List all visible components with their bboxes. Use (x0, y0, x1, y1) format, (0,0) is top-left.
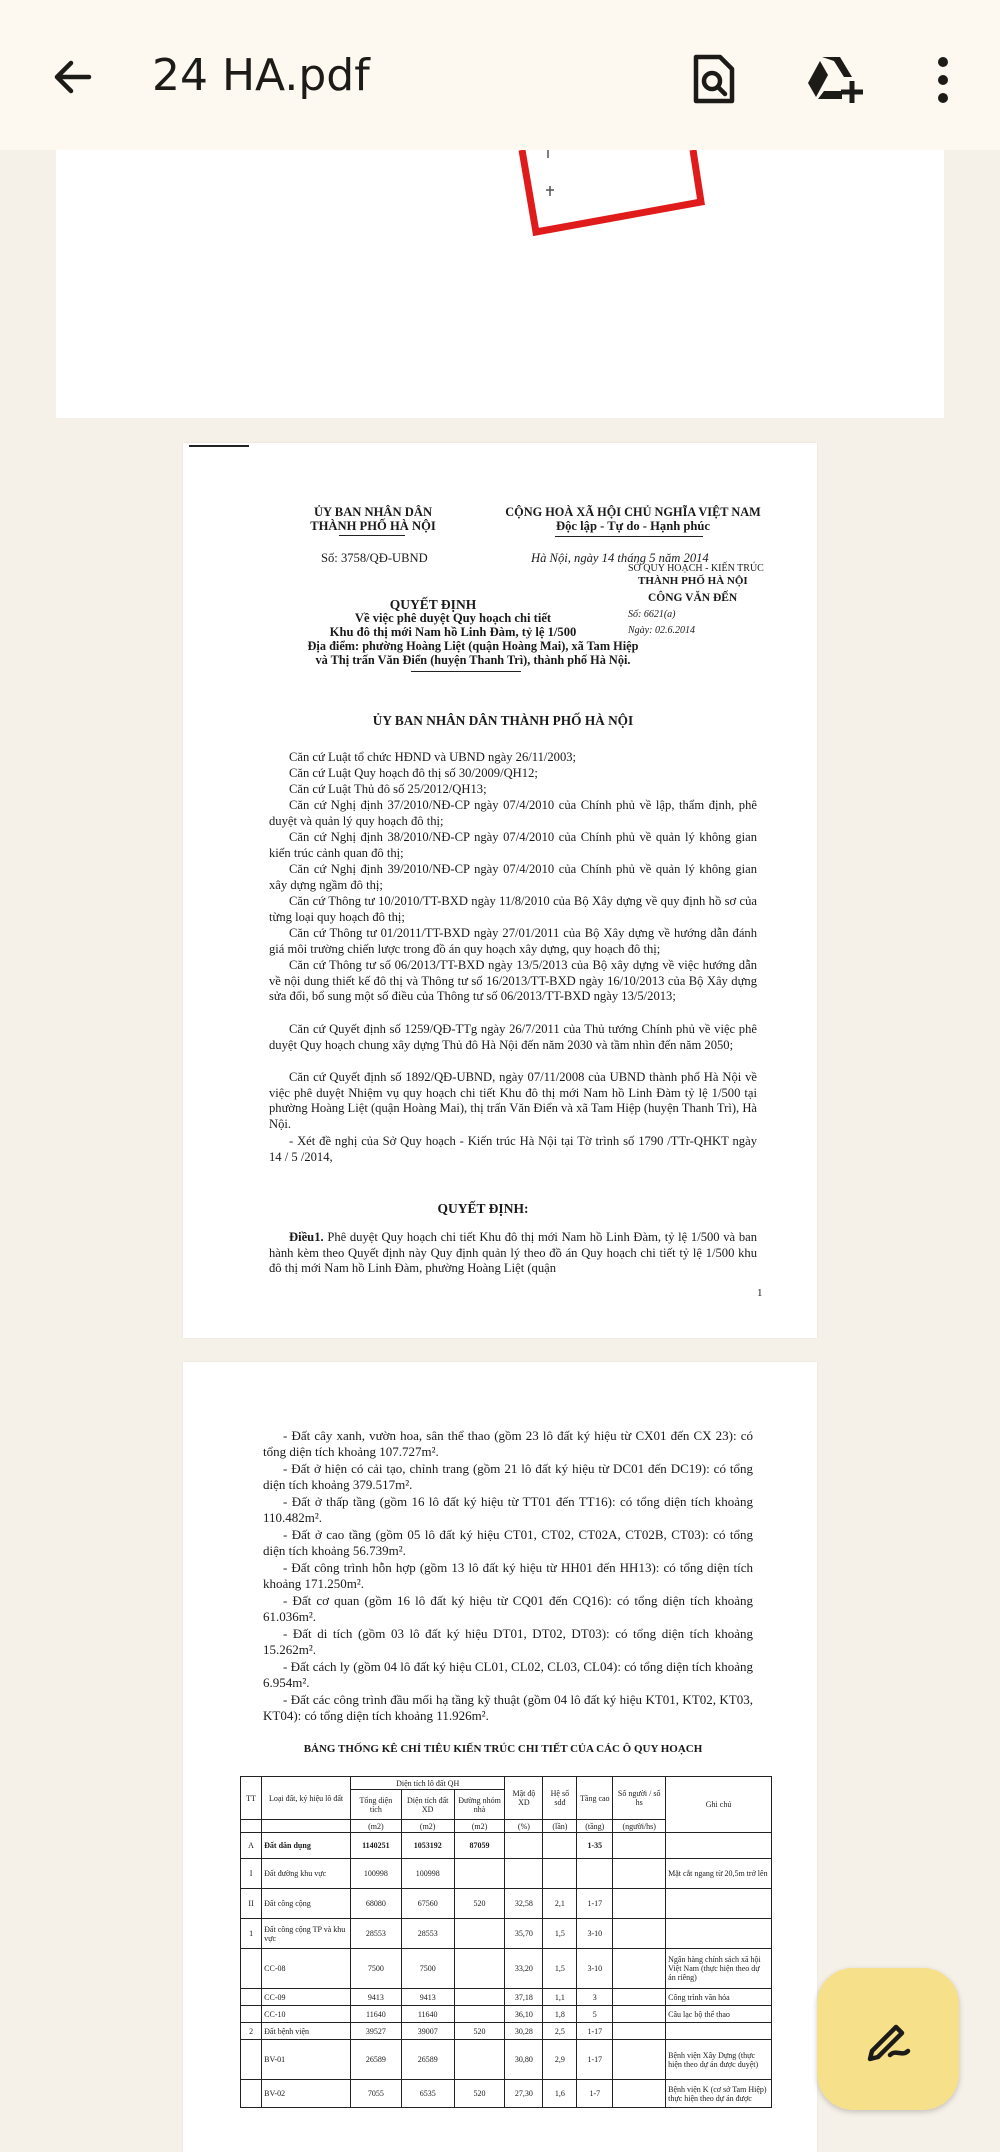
table-row (241, 1833, 772, 1859)
table-cell-type: CC-10 (262, 2006, 351, 2023)
table-cell-tt (241, 2040, 262, 2080)
table-cell-type: Đất đường khu vực (262, 1859, 351, 1889)
table-cell-density: 30,80 (505, 2040, 543, 2080)
legal-basis-2: Căn cứ Luật Quy hoạch đô thị số 30/2009/QH12; (289, 766, 538, 780)
table-cell-note (666, 2023, 772, 2040)
table-cell-floors: 3-10 (577, 1949, 613, 1989)
left-header-1: ỦY BAN NHÂN DÂN (313, 505, 433, 519)
land-item-3: - Đất ở thấp tầng (gồm 16 lô đất ký hiệu từ TT01 đến TT16): có tổng diện tích khoảng 110.482m². (263, 1494, 753, 1526)
table-cell-road: 520 (454, 2023, 505, 2040)
table-cell-floors: 3 (577, 1989, 613, 2006)
right-header-2: Độc lập - Tự do - Hạnh phúc (556, 519, 710, 533)
table-cell-total: 39527 (350, 2023, 401, 2040)
table-cell-built: 1053192 (401, 1833, 454, 1859)
subject-line-3: Địa điểm: phường Hoàng Liệt (quận Hoàng Mai), xã Tam Hiệp (307, 639, 639, 653)
header-land-type: Loại đất, ký hiệu lô đất (262, 1777, 351, 1820)
table-row (241, 1989, 772, 2006)
land-item-8: - Đất cách ly (gồm 04 lô đất ký hiệu CL01, CL02, CL03, CL04): có tổng diện tích khoảng 6.954m². (263, 1659, 753, 1691)
table-cell-people (613, 2023, 666, 2040)
table-row (241, 1949, 772, 1989)
table-cell-road (454, 1989, 505, 2006)
table-cell-note: Câu lạc bộ thể thao (666, 2006, 772, 2023)
header-density: Mật độ XD (505, 1777, 543, 1820)
table-cell-ratio: 1,5 (543, 1949, 577, 1989)
table-cell-density (505, 1859, 543, 1889)
table-cell-density (505, 1833, 543, 1859)
table-cell-note: Bệnh viện Xây Dựng (thực hiện theo dự án được duyệt) (666, 2040, 772, 2080)
add-to-drive-icon (804, 53, 866, 107)
table-row (241, 2006, 772, 2023)
table-cell-total: 1140251 (350, 1833, 401, 1859)
table-cell-ratio: 1,1 (543, 1989, 577, 2006)
table-cell-note (666, 1919, 772, 1949)
table-cell-density: 32,58 (505, 1889, 543, 1919)
legal-basis-8: Căn cứ Thông tư 01/2011/TT-BXD ngày 27/01/2011 của Bộ Xây dựng về hướng dẫn đánh giá môi trường chiến lược trong đồ án quy hoạch xây dựng, quy hoạch đô thị; (269, 926, 757, 956)
table-cell-total: 100998 (350, 1859, 401, 1889)
document-date: Hà Nội, ngày 14 tháng 5 năm 2014 (531, 551, 709, 565)
table-cell-type: Đất công cộng (262, 1889, 351, 1919)
legal-basis-6: Căn cứ Nghị định 39/2010/NĐ-CP ngày 07/4/2010 của Chính phủ về quản lý không gian xây dựng ngầm đô thị; (269, 862, 757, 892)
table-cell-road (454, 1949, 505, 1989)
table-cell-people (613, 1859, 666, 1889)
table-cell-density: 30,28 (505, 2023, 543, 2040)
table-cell-built: 100998 (401, 1859, 454, 1889)
table-cell-people (613, 1889, 666, 1919)
table-row (241, 2040, 772, 2080)
header-road-area: Đường nhóm nhà (454, 1790, 505, 1820)
add-to-drive-button[interactable] (800, 45, 870, 115)
table-cell-type: BV-02 (262, 2080, 351, 2108)
decision-heading: QUYẾT ĐỊNH: (437, 1201, 529, 1216)
table-cell-density: 27,30 (505, 2080, 543, 2108)
table-cell-note (666, 1889, 772, 1919)
land-item-4: - Đất ở cao tầng (gồm 05 lô đất ký hiệu CT01, CT02, CT02A, CT02B, CT03): có tổng diện tích khoảng 56.739m². (263, 1527, 753, 1559)
table-cell-road: 87059 (454, 1833, 505, 1859)
table-cell-built: 6535 (401, 2080, 454, 2108)
table-cell-ratio: 1,6 (543, 2080, 577, 2108)
table-cell-built: 9413 (401, 1989, 454, 2006)
table-row (241, 1859, 772, 1889)
table-cell-people (613, 1833, 666, 1859)
table-cell-note: Mặt cắt ngang từ 20,5m trở lên (666, 1859, 772, 1889)
table-row (241, 1889, 772, 1919)
table-cell-ratio (543, 1859, 577, 1889)
legal-basis-3: Căn cứ Luật Thủ đô số 25/2012/QH13; (289, 782, 487, 796)
table-cell-density: 36,10 (505, 2006, 543, 2023)
land-item-6: - Đất cơ quan (gồm 16 lô đất ký hiệu từ CQ01 đến CQ16): có tổng diện tích khoảng 61.036m². (263, 1593, 753, 1625)
table-cell-built: 39007 (401, 2023, 454, 2040)
find-in-page-button[interactable] (678, 45, 748, 115)
table-row (241, 1919, 772, 1949)
land-item-2: - Đất ở hiện có cải tạo, chỉnh trang (gồm 21 lô đất ký hiệu từ DC01 đến DC19): có tổng diện tích khoảng 379.517m². (263, 1461, 753, 1493)
table-cell-built: 7500 (401, 1949, 454, 1989)
table-cell-people (613, 1989, 666, 2006)
legal-basis-1: Căn cứ Luật tổ chức HĐND và UBND ngày 26/11/2003; (289, 750, 577, 764)
table-cell-total: 7500 (350, 1949, 401, 1989)
legal-basis-10: Căn cứ Quyết định số 1259/QĐ-TTg ngày 26/7/2011 của Thủ tướng Chính phủ về việc phê duyệt Quy hoạch chung xây dựng Thủ đô Hà Nội đến năm 2030 và tầm nhìn đến năm 2050; (269, 1022, 757, 1052)
table-title: BẢNG THỐNG KÊ CHỈ TIÊU KIẾN TRÚC CHI TIẾT CỦA CÁC Ô QUY HOẠCH (303, 1743, 703, 1755)
table-cell-floors (577, 1859, 613, 1889)
table-cell-built: 26589 (401, 2040, 454, 2080)
subject-line-4: và Thị trấn Văn Điển (huyện Thanh Trì), thành phố Hà Nội. (315, 653, 631, 667)
edit-pen-icon (860, 2011, 916, 2067)
table-cell-note: Bệnh viện K (cơ sở Tam Hiệp) thực hiện theo dự án được (666, 2080, 772, 2108)
table-cell-road: 520 (454, 2080, 505, 2108)
table-cell-total: 9413 (350, 1989, 401, 2006)
legal-basis-4: Căn cứ Nghị định 37/2010/NĐ-CP ngày 07/4/2010 của Chính phủ về lập, thẩm định, phê duyệt và quản lý quy hoạch đô thị; (269, 798, 757, 828)
legal-basis-11: Căn cứ Quyết định số 1892/QĐ-UBND, ngày 07/11/2008 của UBND thành phố Hà Nội về việc phê duyệt Nhiệm vụ quy hoạch chi tiết Khu đô thị mới Nam hồ Linh Đàm tỷ lệ 1/500 tại phường Hoàng Liệt (quận Hoàng Mai), thị trấn Văn Điển và xã Tam Hiệp (huyện Thanh Trì), Hà Nội. (269, 1070, 757, 1131)
pdf-page-previous (56, 150, 944, 418)
table-cell-road (454, 2040, 505, 2080)
table-cell-tt: 1 (241, 1919, 262, 1949)
issuing-authority: ỦY BAN NHÂN DÂN THÀNH PHỐ HÀ NỘI (372, 713, 634, 728)
table-cell-note: Công trình văn hóa (666, 1989, 772, 2006)
table-cell-floors: 1-7 (577, 2080, 613, 2108)
table-cell-density: 37,18 (505, 1989, 543, 2006)
pdf-page-1: ỦY BAN NHÂN DÂN THÀNH PHỐ HÀ NỘI CỘNG HOÀ XÃ HỘI CHỦ NGHĨA VIỆT NAM Độc lập - Tự do - Hạnh phúc Số: 3758/QĐ-UBND Hà Nội, ngày 14 tháng 5 năm 2014 SỞ QUY HOẠCH - KIẾN TRÚC THÀNH PHỐ HÀ NỘI CÔNG VĂN ĐẾN Số: 6621(a) Ngày: 02.6.2014 QUYẾT ĐỊNH Về việc phê duyệt Quy hoạch chi tiết Khu đô thị mới Nam hồ Linh Đàm, tỷ lệ 1/500 Địa điểm: phường Hoàng Liệt (quận Hoàng Mai), xã Tam Hiệp và Thị trấn Văn Điển (huyện Thanh Trì), thành phố Hà Nội. ỦY BAN NHÂN DÂN THÀNH PHỐ HÀ NỘI Căn cứ Luật tổ chức HĐND và UBND ngày 26/11/2003; Căn cứ Luật Quy hoạch đô thị số 30/2009/QH12; Căn cứ Luật Thủ đô số 25/2012/QH13; Căn cứ Nghị định 37/2010/NĐ-CP ngày 07/4/2010 của Chính phủ về lập, thẩm định, phê duyệt và quản lý quy hoạch đô thị; Căn cứ Nghị định 38/2010/NĐ-CP ngày 07/4/2010 của Chính phủ về quản lý không gian kiến trúc cảnh quan đô thị; Căn cứ Nghị định 39/2010/NĐ-CP ngày 07/4/2010 của Chính phủ về quản lý không gian xây dựng ngầm đô thị; Căn cứ Thông tư 10/2010/TT-BXD ngày 11/8/2010 của Bộ Xây dựng về quy định hồ sơ của từng loại quy hoạch đô thị; Căn cứ Thông tư 01/2011/TT-BXD ngày 27/01/2011 của Bộ Xây dựng về hướng dẫn đánh giá môi trường chiến lược trong đồ án quy hoạch xây dựng, quy hoạch đô thị; Căn cứ Thông tư số 06/2013/TT-BXD ngày 13/5/2013 của Bộ xây dựng về việc hướng dẫn về nội dung thiết kế đô thị và Thông tư số 16/2013/TT-BXD ngày 16/10/2013 của Bộ Xây dựng sửa đổi, bổ sung một số điều của Thông tư số 06/2013/TT-BXD ngày 13/5/2013; Căn cứ Quyết định số 1259/QĐ-TTg ngày 26/7/2011 của Thủ tướng Chính phủ về việc phê duyệt Quy hoạch chung xây dựng Thủ đô Hà Nội đến năm 2030 và tầm nhìn đến năm 2050; Căn cứ Quyết định số 1892/QĐ-UBND, ngày 07/11/2008 của UBND thành phố Hà Nội về việc phê duyệt Nhiệm vụ quy hoạch chi tiết Khu đô thị mới Nam hồ Linh Đàm tỷ lệ 1/500 tại phường Hoàng Liệt (quận Hoàng Mai), thị trấn Văn Điển và xã Tam Hiệp (huyện Thanh Trì), Hà Nội. - Xét đề nghị của Sở Quy hoạch - Kiến trúc Hà Nội tại Tờ trình số 1790 /TTr-QHKT ngày 14 / 5 /2014, QUYẾT ĐỊNH: Điều1. Phê duyệt Quy hoạch chi tiết Khu đô thị mới Nam hồ Linh Đàm, tỷ lệ 1/500 và ban hành kèm theo Quyết định này Quy định quản lý theo đồ án Quy hoạch chi tiết tỷ lệ 1/500 khu đô thị mới Nam hồ Linh Đàm, phường Hoàng Liệt (quận 1 (183, 443, 817, 1338)
subject-line-2: Khu đô thị mới Nam hồ Linh Đàm, tỷ lệ 1/500 (329, 625, 577, 639)
page-number: 1 (757, 1287, 763, 1299)
annotate-fab[interactable] (817, 1968, 959, 2110)
table-cell-density: 33,20 (505, 1949, 543, 1989)
table-cell-note: Ngân hàng chính sách xã hội Việt Nam (thực hiện theo dự án riêng) (666, 1949, 772, 1989)
table-cell-floors: 1-17 (577, 2023, 613, 2040)
table-cell-total: 68080 (350, 1889, 401, 1919)
header-floors: Tầng cao (577, 1777, 613, 1820)
land-item-5: - Đất công trình hỗn hợp (gồm 13 lô đất ký hiệu từ HH01 đến HH13): có tổng diện tích khoảng 171.250m². (263, 1560, 753, 1592)
table-cell-tt (241, 2006, 262, 2023)
table-cell-floors: 3-10 (577, 1919, 613, 1949)
table-cell-total: 28553 (350, 1919, 401, 1949)
table-cell-ratio: 2,9 (543, 2040, 577, 2080)
table-row (241, 2080, 772, 2108)
table-cell-type: BV-01 (262, 2040, 351, 2080)
table-cell-floors: 1-17 (577, 1889, 613, 1919)
table-cell-road (454, 1919, 505, 1949)
header-people: Số người / số hs (613, 1777, 666, 1820)
table-cell-floors: 1-17 (577, 2040, 613, 2080)
table-cell-tt: II (241, 1889, 262, 1919)
table-cell-floors: 5 (577, 2006, 613, 2023)
table-cell-people (613, 2006, 666, 2023)
header-note: Ghi chú (666, 1777, 772, 1833)
header-built-area: Diện tích đất XD (401, 1790, 454, 1820)
table-cell-road: 520 (454, 1889, 505, 1919)
header-area-group: Diện tích lô đất QH (350, 1777, 504, 1790)
legal-basis-5: Căn cứ Nghị định 38/2010/NĐ-CP ngày 07/4/2010 của Chính phủ về quản lý không gian kiến trúc cảnh quan đô thị; (269, 830, 757, 860)
table-cell-people (613, 1949, 666, 1989)
find-in-page-icon (688, 53, 738, 107)
table-cell-floors: 1-35 (577, 1833, 613, 1859)
table-cell-ratio (543, 1833, 577, 1859)
top-app-bar (0, 0, 1000, 150)
header-tt: TT (241, 1777, 262, 1820)
table-cell-ratio: 2,1 (543, 1889, 577, 1919)
document-title: 24 HA.pdf (152, 50, 370, 101)
table-cell-note (666, 1833, 772, 1859)
table-cell-road (454, 1859, 505, 1889)
header-total-area: Tổng diện tích (350, 1790, 401, 1820)
table-cell-ratio: 1,8 (543, 2006, 577, 2023)
table-cell-built: 28553 (401, 1919, 454, 1949)
table-cell-type: CC-08 (262, 1949, 351, 1989)
table-cell-type: CC-09 (262, 1989, 351, 2006)
table-cell-built: 67560 (401, 1889, 454, 1919)
land-item-7: - Đất di tích (gồm 03 lô đất ký hiệu DT01, DT02, DT03): có tổng diện tích khoảng 15.262m². (263, 1626, 753, 1658)
table-cell-tt: 2 (241, 2023, 262, 2040)
document-number: Số: 3758/QĐ-UBND (321, 551, 428, 565)
table-cell-tt (241, 1989, 262, 2006)
table-cell-type: Đất công cộng TP và khu vực (262, 1919, 351, 1949)
table-cell-road (454, 2006, 505, 2023)
table-cell-type: Đất bệnh viện (262, 2023, 351, 2040)
land-item-9: - Đất các công trình đầu mối hạ tầng kỹ thuật (gồm 04 lô đất ký hiệu KT01, KT02, KT03, KT04): có tổng diện tích khoảng 11.926m². (263, 1692, 753, 1724)
land-item-1: - Đất cây xanh, vườn hoa, sân thể thao (gồm 23 lô đất ký hiệu từ CX01 đến CX 23): có tổng diện tích khoảng 107.727m². (263, 1428, 753, 1460)
table-cell-ratio: 2,5 (543, 2023, 577, 2040)
statistics-table: TT Loại đất, ký hiệu lô đất Diện tích lô đất QH Mật độ XD Hệ số sdđ Tầng cao Số người / số hs Ghi chú Tổng diện tích Diện tích đất XD Đường nhóm nhà (m2) (m2) (m2) (%) (lần) (tầng) (người/hs) A Đất dân dụng 1140251 1053192 87059 1-35 I Đất đường khu vực 100998 100998 Mặt cắt ngang từ 20,5m trở lên II Đất công cộng 68080 67560 520 32,58 2,1 1-17 1 Đất công cộng TP và khu vực 28553 28553 35,70 1,5 3-10 CC-08 7500 7500 33,20 1,5 3-10 Ngân hàng chính sách xã hội Việt Nam (thực hiện theo dự án riêng) CC-09 9413 9413 37,18 1,1 3 Công trình văn hóa CC-10 11640 11640 36,10 1,8 5 Câu lạc bộ thể thao 2 Đất bệnh viện 39527 39007 520 30,28 2,5 1-17 BV-01 26589 26589 30,80 2,9 1-17 Bệnh viện Xây Dựng (thực hiện theo dự án được duyệt) BV-02 7055 6535 520 27,30 1,6 1-7 Bệnh viện K (cơ sở Tam Hiệp) thực hiện theo dự án được (240, 1776, 772, 2108)
table-cell-ratio: 1,5 (543, 1919, 577, 1949)
table-cell-tt (241, 2080, 262, 2108)
table-cell-built: 11640 (401, 2006, 454, 2023)
header-ratio: Hệ số sdđ (543, 1777, 577, 1820)
legal-basis-9: Căn cứ Thông tư số 06/2013/TT-BXD ngày 13/5/2013 của Bộ xây dựng về việc hướng dẫn về nội dung thiết kế đô thị và Thông tư số 16/2013/TT-BXD ngày 16/10/2013 của Bộ Xây dựng sửa đổi, bổ sung một số điều của Thông tư số 06/2013/TT-BXD ngày 13/5/2013; (269, 958, 757, 1004)
table-cell-total: 11640 (350, 2006, 401, 2023)
table-cell-tt: I (241, 1859, 262, 1889)
right-header-1: CỘNG HOÀ XÃ HỘI CHỦ NGHĨA VIỆT NAM (505, 505, 761, 519)
red-frame-drawing (56, 150, 944, 418)
back-arrow-icon (49, 53, 97, 101)
decision-title: QUYẾT ĐỊNH (389, 597, 477, 612)
proposal-basis: - Xét đề nghị của Sở Quy hoạch - Kiến trúc Hà Nội tại Tờ trình số 1790 /TTr-QHKT ngày 14 / 5 /2014, (269, 1134, 757, 1164)
table-cell-density: 35,70 (505, 1919, 543, 1949)
table-cell-people (613, 1919, 666, 1949)
table-row (241, 2023, 772, 2040)
pdf-page-2 (183, 1362, 817, 2152)
table-cell-type: Đất dân dụng (262, 1833, 351, 1859)
table-cell-total: 7055 (350, 2080, 401, 2108)
left-header-2: THÀNH PHỐ HÀ NỘI (310, 519, 436, 533)
table-cell-tt (241, 1949, 262, 1989)
table-cell-people (613, 2080, 666, 2108)
table-cell-total: 26589 (350, 2040, 401, 2080)
legal-basis-7: Căn cứ Thông tư 10/2010/TT-BXD ngày 11/8/2010 của Bộ Xây dựng về quy định hồ sơ của từng loại quy hoạch đô thị; (269, 894, 757, 924)
back-button[interactable] (38, 42, 108, 112)
article-1: Điều1. Phê duyệt Quy hoạch chi tiết Khu đô thị mới Nam hồ Linh Đàm, tỷ lệ 1/500 và ban hành kèm theo Quyết định này Quy định quản lý theo đồ án Quy hoạch chi tiết tỷ lệ 1/500 khu đô thị mới Nam hồ Linh Đàm, phường Hoàng Liệt (quận (269, 1230, 757, 1276)
more-vert-icon (933, 55, 953, 105)
table-cell-people (613, 2040, 666, 2080)
more-options-button[interactable] (908, 45, 978, 115)
subject-line-1: Về việc phê duyệt Quy hoạch chi tiết (354, 611, 552, 625)
table-cell-tt: A (241, 1833, 262, 1859)
